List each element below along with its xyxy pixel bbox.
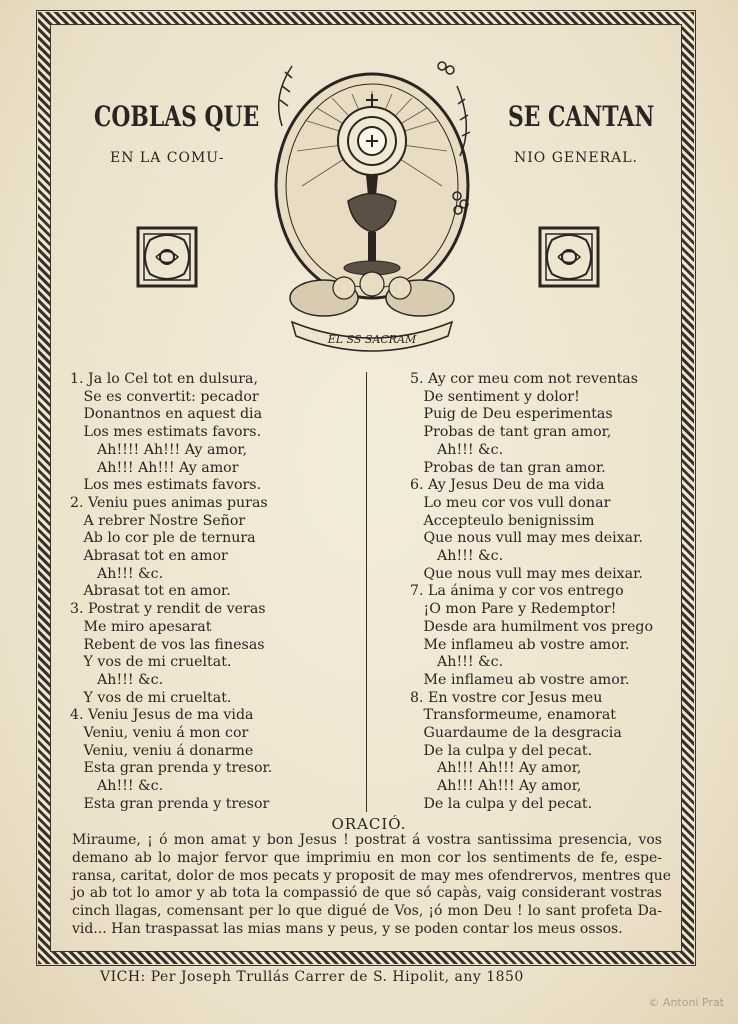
verse-line: ¡O mon Pare y Redemptor! — [410, 601, 617, 618]
verse-line: 2. Veniu pues animas puras — [70, 494, 268, 511]
verse-line: Rebent de vos las finesas — [70, 636, 265, 653]
oracio-line: ransa, caritat, dolor de mos pecats y proposit de may mes ofendrervos, mentres que — [72, 867, 672, 884]
verse-line: Que nous vull may mes deixar. — [410, 565, 643, 582]
verse-line: Ah!!! &c. — [70, 671, 164, 688]
oracio-body — [72, 832, 672, 939]
verse-line: Esta gran prenda y tresor. — [70, 760, 273, 777]
verse-line: Ah!!! &c. — [70, 565, 164, 582]
verses-right-column — [410, 371, 653, 814]
verse-line: Guardaume de la desgracia — [410, 725, 622, 742]
oracio-line: cinch llagas, comensant per lo que digué de Vos, ¡ó mon Deu ! lo sant profeta Da- — [72, 903, 662, 920]
verse-line: Ah!!! Ah!!! Ay amor, — [410, 778, 582, 795]
verse-line: Ah!!! Ah!!! Ay amor, — [410, 760, 582, 777]
verse-line: Se es convertit: pecador — [70, 388, 259, 405]
verse-line: Ah!!! &c. — [410, 441, 504, 458]
verse-line: Lo meu cor vos vull donar — [410, 494, 611, 511]
oracio-line: demano ab lo major fervor que imprimiu en mon cor los sentiments de fe, espe- — [72, 849, 662, 866]
oracio-line: Miraume, ¡ ó mon amat y bon Jesus ! postrat á vostra santissima presencia, vos — [72, 832, 662, 848]
verse-line: Ah!!! &c. — [410, 548, 504, 565]
title-right: SE CANTAN — [508, 100, 655, 133]
oracio-line: jo ab tot lo amor y ab tota la compassió de que só capàs, vaig considerant vostras — [72, 885, 662, 902]
verse-line: 6. Ay Jesus Deu de ma vida — [410, 477, 605, 494]
verse-line: Abrasat tot en amor. — [70, 583, 231, 600]
verse-line: Desde ara humilment vos prego — [410, 618, 654, 635]
verse-line: Transformeume, enamorat — [410, 707, 617, 724]
verse-line: Ah!!! &c. — [70, 778, 164, 795]
verse-line: Probas de tan gran amor. — [410, 459, 606, 476]
ornament-left-icon — [136, 226, 198, 288]
verse-line: 3. Postrat y rendit de veras — [70, 601, 266, 618]
verse-line: 7. La ánima y cor vos entrego — [410, 583, 624, 600]
verse-line: Veniu, veniu á mon cor — [70, 725, 249, 742]
verse-line: Que nous vull may mes deixar. — [410, 530, 643, 547]
verse-line: Ah!!! &c. — [410, 654, 504, 671]
title-left: COBLAS QUE — [94, 100, 260, 133]
verse-line: A rebrer Nostre Señor — [70, 512, 246, 529]
imprint-footer: VICH: Per Joseph Trullás Carrer de S. Hipolit, any 1850 — [100, 969, 524, 985]
verse-line: 8. En vostre cor Jesus meu — [410, 689, 603, 706]
verse-line: Accepteulo benignissim — [410, 512, 595, 529]
verse-line: Me inflameu ab vostre amor. — [410, 671, 630, 688]
copyright-watermark: © Antoni Prat — [648, 996, 724, 1009]
verse-line: Los mes estimats favors. — [70, 477, 262, 494]
verse-line: Veniu, veniu á donarme — [70, 742, 254, 759]
verse-line: Esta gran prenda y tresor — [70, 795, 270, 812]
verse-line: Me inflameu ab vostre amor. — [410, 636, 630, 653]
verse-line: 4. Veniu Jesus de ma vida — [70, 707, 254, 724]
verses-left-column — [70, 371, 272, 814]
verse-line: Me miro apesarat — [70, 618, 212, 635]
verse-line: Ah!!!! Ah!!! Ay amor, — [70, 441, 248, 458]
verse-line: Donantnos en aquest dia — [70, 406, 263, 423]
oracio-line: vid... Han traspassat las mias mans y peus, y se poden contar los meus ossos. — [72, 920, 623, 937]
column-divider — [366, 372, 367, 812]
emblem-banner-text: EL SS SACRAM — [327, 333, 417, 346]
subtitle-left: EN LA COMU- — [110, 150, 225, 166]
verse-line: Los mes estimats favors. — [70, 424, 262, 441]
verse-line: Ah!!! Ah!!! Ay amor — [70, 459, 239, 476]
verse-line: Abrasat tot en amor — [70, 548, 228, 565]
verse-line: De la culpa y del pecat. — [410, 742, 593, 759]
verse-line: De sentiment y dolor! — [410, 388, 580, 405]
oracio-title: ORACIÓ. — [331, 815, 407, 833]
monstrance-emblem-icon — [252, 36, 492, 358]
ornament-right-icon — [538, 226, 600, 288]
verse-line: Y vos de mi crueltat. — [70, 689, 232, 706]
subtitle-right: NIO GENERAL. — [514, 150, 638, 166]
verse-line: Probas de tant gran amor, — [410, 424, 612, 441]
verse-line: Y vos de mi crueltat. — [70, 654, 232, 671]
verse-line: 1. Ja lo Cel tot en dulsura, — [70, 371, 259, 387]
verse-line: 5. Ay cor meu com not reventas — [410, 371, 639, 387]
verse-line: De la culpa y del pecat. — [410, 795, 593, 812]
verse-line: Puig de Deu esperimentas — [410, 406, 613, 423]
verse-line: Ab lo cor ple de ternura — [70, 530, 256, 547]
